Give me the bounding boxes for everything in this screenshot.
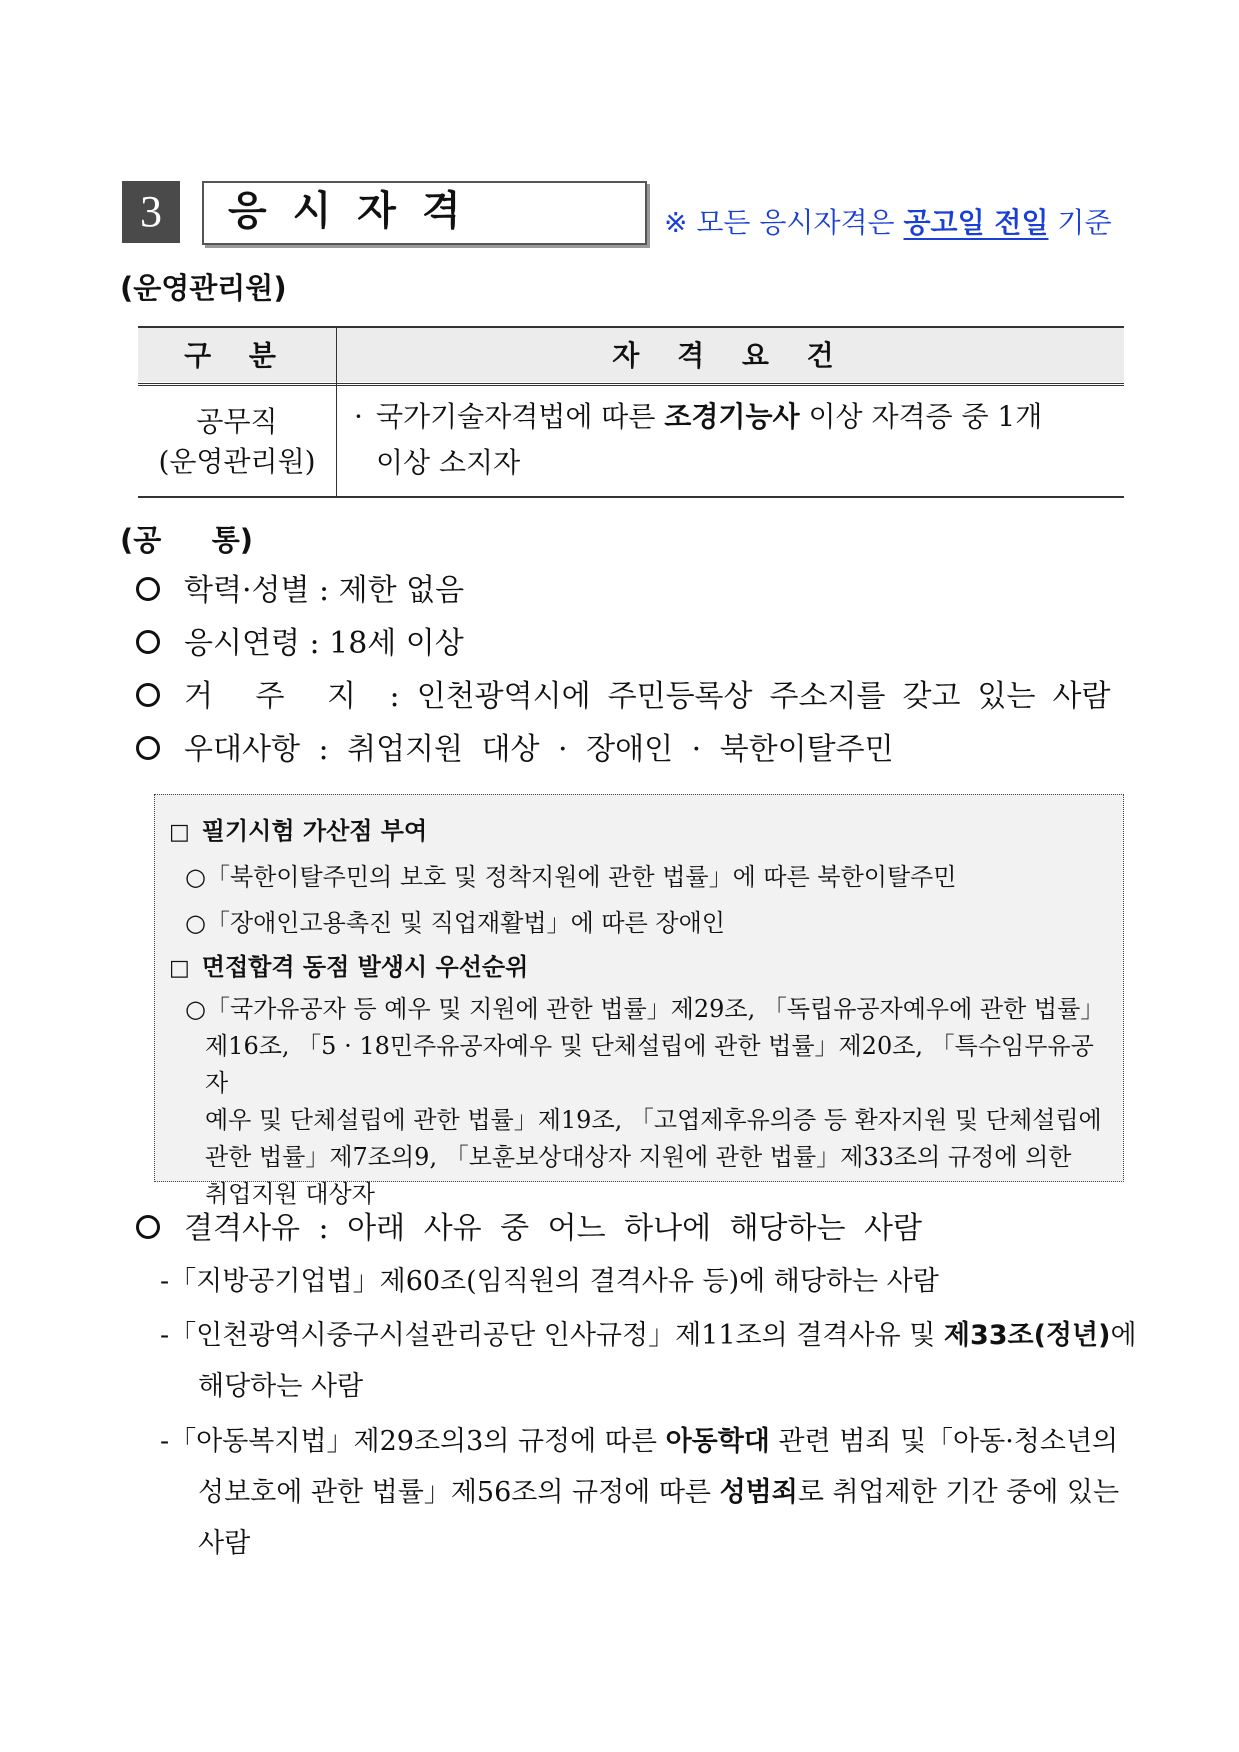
table-top-rule [138, 326, 1124, 328]
bullet-text: : 18세 이상 [299, 626, 464, 661]
info-item-veterans [185, 991, 1105, 1213]
disqual-item-3 [160, 1416, 1119, 1569]
disqual-bold: 아동학대 [665, 1426, 770, 1457]
section-number: 3 [122, 181, 180, 243]
disqual-bold: 제33조(정년) [943, 1320, 1111, 1351]
circle-bullet-icon [136, 577, 160, 601]
disqual-text: -「인천광역시중구시설관리공단 인사규정」제11조의 결격사유 및 [160, 1320, 944, 1351]
req-post: 이상 자격증 중 1개 [799, 400, 1043, 433]
disqual-text: 성보호에 관한 법률」제56조의 규정에 따른 [198, 1477, 720, 1508]
veterans-line: 제16조, 「5 · 18민주유공자예우 및 단체설립에 관한 법률」제20조, 「특수임무유공자 [205, 1032, 1094, 1097]
disqual-item-1 [160, 1256, 939, 1307]
veterans-line: 취업지원 대상자 [205, 1180, 375, 1208]
info-item-defector: ○「북한이탈주민의 보호 및 정착지원에 관한 법률」에 따른 북한이탈주민 [185, 863, 957, 891]
disqual-cont: 사람 [198, 1528, 251, 1559]
note-suffix: 기준 [1048, 206, 1112, 239]
info-head-bonus-text: 필기시험 가산점 부여 [201, 817, 428, 845]
bullet-label: 응시연령 [184, 626, 300, 661]
table-cell-category [138, 402, 336, 482]
category-line1: 공무직 [196, 405, 278, 438]
disqual-item-2 [160, 1310, 1137, 1412]
section-title: 응시자격 [228, 188, 487, 234]
veterans-line: 예우 및 단체설립에 관한 법률」제19조, 「고엽제후유의증 등 환자지원 및 단체설립에 [205, 1106, 1102, 1134]
bullet-residence [136, 677, 1110, 717]
disqual-bold: 성범죄 [719, 1477, 798, 1508]
bullet-text: : 제한 없음 [309, 573, 465, 608]
table-header-requirements: 자 격 요 건 [612, 339, 848, 372]
req-pre: 국가기술자격법에 따른 [376, 400, 665, 433]
circle-bullet-icon [136, 683, 160, 707]
bullet-label: 우대사항 [184, 732, 300, 767]
bullet-text: : 아래 사유 중 어느 하나에 해당하는 사람 [299, 1211, 922, 1246]
veterans-line: 관한 법률」제7조의9, 「보훈보상대상자 지원에 관한 법률」제33조의 규정에 의한 [205, 1143, 1072, 1171]
req-bold: 조경기능사 [664, 400, 800, 433]
disqual-text: -「아동복지법」제29조의3의 규정에 따른 [160, 1426, 666, 1457]
circle-bullet-icon [136, 1215, 160, 1239]
req-line2: 이상 소지자 [376, 446, 521, 479]
bullet-label: 결격사유 [184, 1211, 300, 1246]
table-header-rule [138, 383, 1124, 388]
ops-heading: (운영관리원) [120, 271, 287, 305]
disqual-cont: 해당하는 사람 [198, 1371, 364, 1402]
bullet-label: 거 주 지 [184, 679, 373, 714]
common-heading: (공 통) [120, 523, 254, 557]
circle-bullet-icon [136, 630, 160, 654]
bullet-preference [136, 730, 894, 770]
bullet-label: 학력·성별 [184, 573, 310, 608]
disqual-text: -「지방공기업법」제60조(임직원의 결격사유 등)에 해당하는 사람 [160, 1266, 939, 1297]
middle-dot-icon: · [354, 400, 363, 433]
info-head-bonus [169, 811, 427, 846]
note-prefix: ※ 모든 응시자격은 [664, 206, 904, 239]
circle-bullet-icon [136, 736, 160, 760]
category-line2: (운영관리원) [158, 445, 316, 478]
disqual-text: 관련 범죄 및「아동·청소년의 [769, 1426, 1119, 1457]
disqual-text: 에 [1110, 1320, 1137, 1351]
info-head-tiebreak-text: 면접합격 동점 발생시 우선순위 [201, 953, 529, 981]
square-bullet-icon: □ [169, 820, 190, 845]
note-emphasis: 공고일 전일 [903, 206, 1049, 239]
table-header-category: 구 분 [184, 339, 290, 372]
section-note [664, 204, 1112, 242]
preference-info-box [154, 794, 1124, 1208]
bullet-education-gender [136, 571, 464, 611]
square-bullet-icon: □ [169, 956, 190, 981]
info-head-tiebreak [169, 947, 528, 982]
bullet-disqualification [136, 1209, 922, 1249]
veterans-line: ○「국가유공자 등 예우 및 지원에 관한 법률」제29조, 「독립유공자예우에 관한 법률」 [185, 995, 1105, 1023]
qualification-table [138, 326, 1124, 498]
table-cell-requirement [354, 394, 1114, 486]
info-item-disabled: ○「장애인고용촉진 및 직업재활법」에 따른 장애인 [185, 909, 725, 937]
bullet-age [136, 624, 464, 664]
table-bottom-rule [138, 496, 1124, 498]
bullet-text: : 취업지원 대상 · 장애인 · 북한이탈주민 [299, 732, 894, 767]
disqual-text: 로 취업제한 기간 중에 있는 [797, 1477, 1120, 1508]
bullet-text: : 인천광역시에 주민등록상 주소지를 갖고 있는 사람 [372, 679, 1111, 714]
